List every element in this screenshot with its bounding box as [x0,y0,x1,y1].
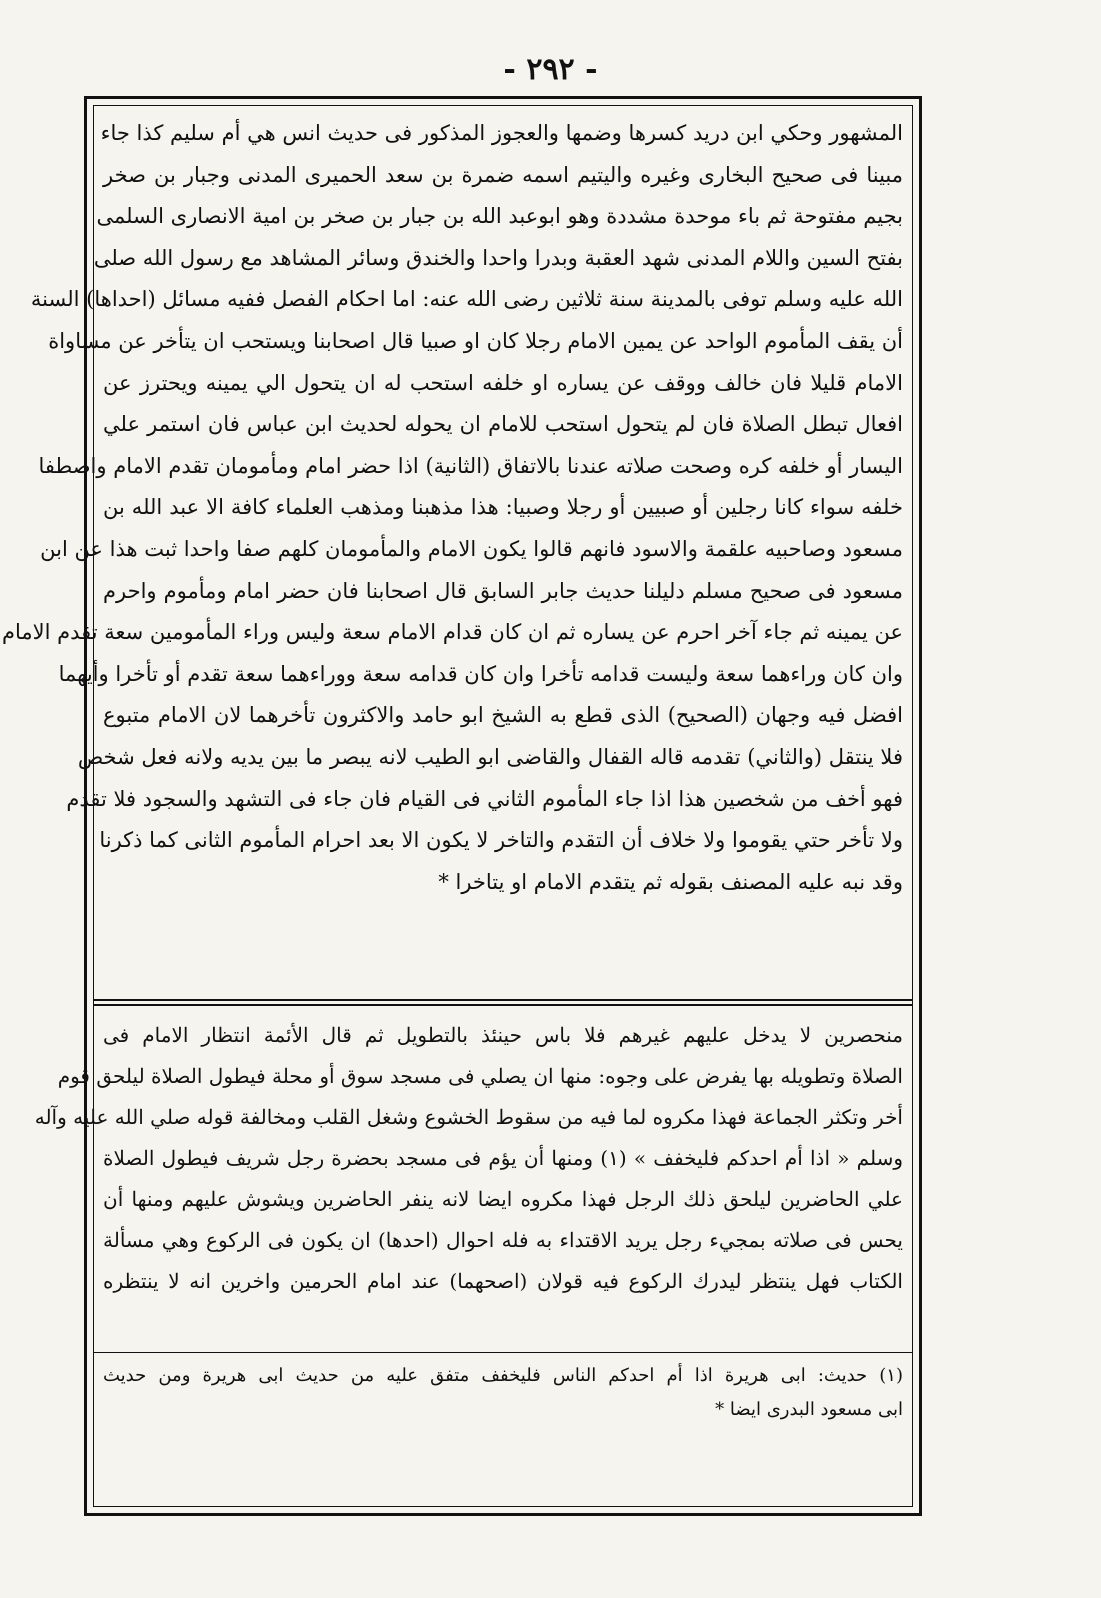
continuation-line: أخر وتكثر الجماعة فهذا مكروه لما فيه من سقوط الخشوع وشغل القلب ومخالفة قوله صلي الله عليه وآله [34,1105,903,1129]
commentary-line: وقد نبه عليه المصنف بقوله ثم يتقدم الامام او يتاخرا * [438,869,903,894]
commentary-line: ولا تأخر حتي يقوموا ولا خلاف أن التقدم والتاخر لا يكون الا بعد احرام المأموم الثانى كما ذكرنا [99,828,903,853]
commentary-line: عن يمينه ثم جاء آخر احرم عن يساره ثم ان كان قدام الامام سعة وليس وراء المأمومين سعة تقدم الامام [1,620,903,645]
section-divider [93,1004,913,1006]
continuation-line: يحس فى صلاته بمجيء رجل يريد الاقتداء به فله احوال (احدها) ان يكون فى الركوع وهي مسألة [103,1228,903,1252]
commentary-line: اليسار أو خلفه كره وصحت صلاته عندنا بالاتفاق (الثانية) اذا حضر امام ومأمومان تقدم الامام واصطفا [38,453,903,478]
page-frame [1,96,922,1516]
commentary-line: افضل فيه وجهان (الصحيح) الذى قطع به الشيخ ابو حامد والاكثرون تأخرهما لان الامام متبوع [103,703,903,728]
commentary-line: مبينا فى صحيح البخارى وغيره واليتيم اسمه ضمرة بن سعد الحميرى المدنى وجبار بن صخر [103,162,903,187]
footnote-divider [93,1352,913,1353]
footnote-line: ابى مسعود البدرى ايضا * [715,1399,903,1420]
footnote-line: (١) حديث: ابى هريرة اذا أم احدكم الناس فليخفف متفق عليه من حديث ابى هريرة ومن حديث [103,1365,903,1386]
section-divider [93,999,913,1001]
commentary-line: أن يقف المأموم الواحد عن يمين الامام رجلا كان او صبيا قال اصحابنا ويستحب ان يتأخر عن مساواة [48,328,903,353]
commentary-line: بجيم مفتوحة ثم باء موحدة مشددة وهو ابوعبد الله بن جبار بن صخر بن امية الانصارى السلمى [96,204,903,229]
continuation-line: منحصرين لا يدخل عليهم غيرهم فلا باس حينئذ بالتطويل ثم قال الأئمة انتظار الامام فى [103,1023,903,1047]
commentary-line: مسعود فى صحيح مسلم دليلنا حديث جابر السابق قال اصحابنا فان حضر امام ومأموم واحرم [103,578,903,603]
footnote-section [103,1359,903,1439]
commentary-line: فلا ينتقل (والثاني) تقدمه قاله القفال والقاضى ابو الطيب لانه يبصر ما بين يديه ولانه فعل شخص [77,744,903,769]
continuation-section [34,1015,904,1345]
commentary-section [1,113,903,988]
continuation-line: وسلم « اذا أم احدكم فليخفف » (١) ومنها أن يؤم فى مسجد بحضرة رجل شريف فيطول الصلاة [103,1146,904,1170]
commentary-line: افعال تبطل الصلاة فان لم يتحول استحب للامام ان يحوله لحديث ابن عباس فان استمر علي [103,412,903,437]
continuation-line: الكتاب فهل ينتظر ليدرك الركوع فيه قولان (اصحهما) عند امام الحرمين واخرين انه لا ينتظره [103,1269,903,1293]
commentary-line: المشهور وحكي ابن دريد كسرها وضمها والعجوز المذكور فى حديث انس هي أم سليم كذا جاء [100,121,903,145]
continuation-line: الصلاة وتطويله بها يفرض على وجوه: منها ان يصلي فى مسجد سوق أو محلة فيطول الصلاة ليلحق قوم [57,1064,903,1088]
commentary-line: الله عليه وسلم توفى بالمدينة سنة ثلاثين رضى الله عنه: اما احكام الفصل ففيه مسائل (احداها) السنة [30,287,903,312]
commentary-line: مسعود وصاحبيه علقمة والاسود فانهم قالوا يكون الامام والمأمومان كلهم صفا واحدا ثبت هذا عن ابن [40,536,903,561]
commentary-line: وان كان وراءهما سعة وليست قدامه تأخرا وان كان قدامه سعة ووراءهما سعة تقدم أو تأخرا وأيهما [58,661,903,686]
commentary-line: الامام قليلا فان خالف ووقف عن يساره او خلفه استحب له ان يتحول الي يمينه ويحترز عن [103,370,903,395]
commentary-line: بفتح السين واللام المدنى شهد العقبة وبدرا واحدا والخندق وسائر المشاهد مع رسول الله صلى [93,245,903,270]
page-number: - ٢٩٢ - [503,52,598,87]
continuation-line: علي الحاضرين ليلحق ذلك الرجل فهذا مكروه ايضا لانه ينفر الحاضرين ويشوش عليهم ومنها أن [103,1187,903,1211]
commentary-line: فهو أخف من شخصين هذا اذا جاء المأموم الثاني فى القيام فان جاء فى التشهد والسجود فلا تقدم [66,786,903,811]
commentary-line: خلفه سواء كانا رجلين أو صبيين أو رجلا وصبيا: هذا مذهبنا ومذهب العلماء كافة الا عبد الله بن [103,495,903,520]
